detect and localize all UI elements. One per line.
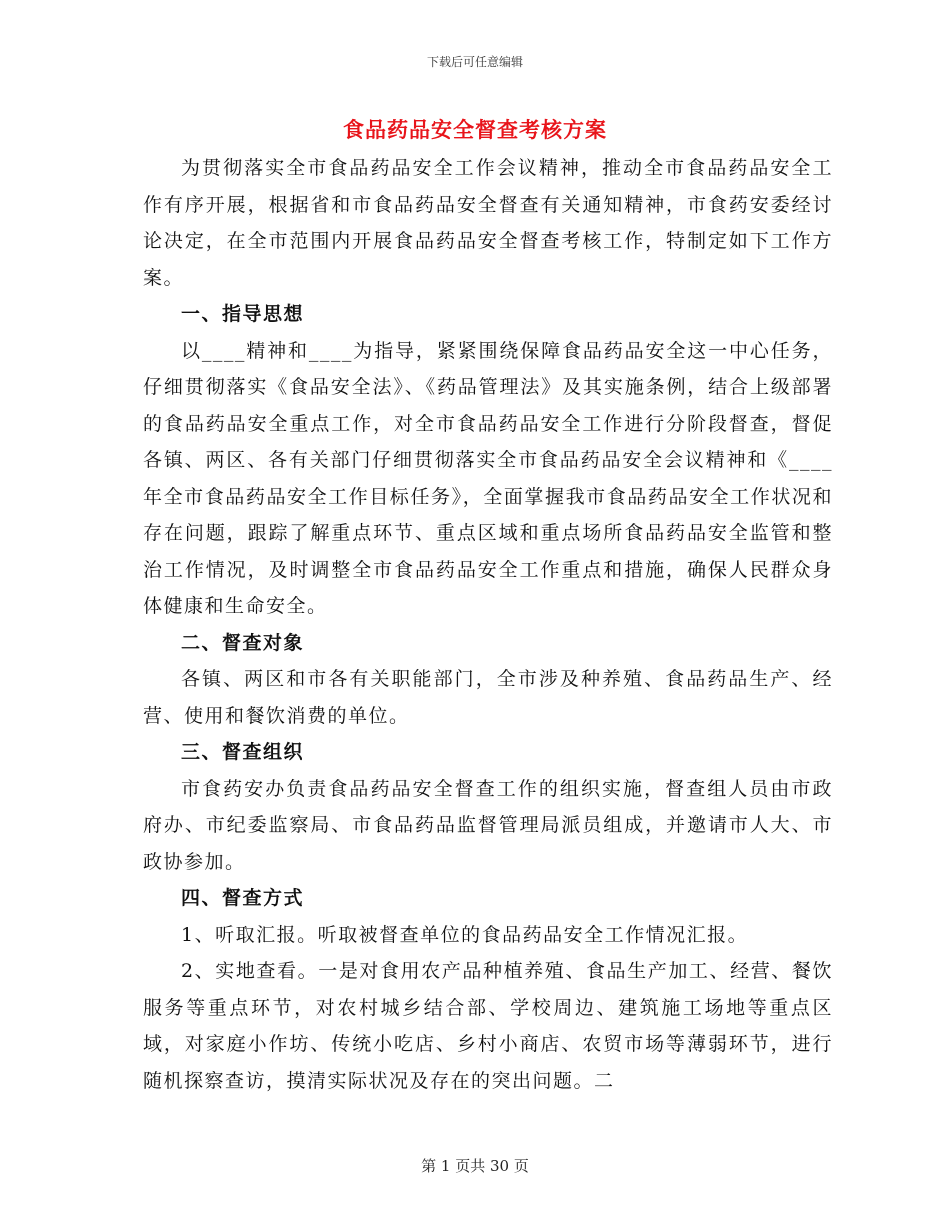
section-paragraph: 1、听取汇报。听取被督查单位的食品药品安全工作情况汇报。 xyxy=(181,923,749,946)
section-heading-inspection-methods: 四、督查方式 xyxy=(181,887,305,909)
section-paragraph: 以____精神和____为指导，紧紧围绕保障食品药品安全这一中心任务，仔细贯彻落实《食品安全法》、《药品管理法》及其实施条例，结合上级部署的食品药品安全重点工作，对全市食品药品安全工作进行分阶段督查，督促各镇、两区、各有关部门仔细贯彻落实全市食品药品安全会议精神和《____年全市食品药品安全工作目标任务》，全面掌握我市食品药品安全工作状况和存在问题，跟踪了解重点环节、重点区域和重点场所食品药品安全监管和整治工作情况，及时调整全市食品药品安全工作重点和措施，确保人民群众身体健康和生命安全。 xyxy=(143,339,833,617)
section-heading-inspection-targets: 二、督查对象 xyxy=(181,631,305,654)
section-heading-inspection-organization: 三、督查组织 xyxy=(181,741,305,763)
page-header: 下载后可任意编辑 xyxy=(426,55,523,69)
document-body xyxy=(143,150,833,1099)
section-paragraph: 各镇、两区和市各有关职能部门，全市涉及种养殖、食品药品生产、经营、使用和餐饮消费的单位。 xyxy=(143,668,833,727)
section-heading-guiding-thought: 一、指导思想 xyxy=(181,303,305,325)
intro-paragraph: 为贯彻落实全市食品药品安全工作会议精神，推动全市食品药品安全工作有序开展，根据省和市食品药品安全督查有关通知精神，市食药安委经讨论决定，在全市范围内开展食品药品安全督查考核工作，特制定如下工作方案。 xyxy=(143,157,833,289)
document-title: 食品药品安全督查考核方案 xyxy=(343,117,607,142)
section-paragraph: 2、实地查看。一是对食用农产品种植养殖、食品生产加工、经营、餐饮服务等重点环节，对农村城乡结合部、学校周边、建筑施工场地等重点区域，对家庭小作坊、传统小吃店、乡村小商店、农贸市场等薄弱环节，进行随机探察查访，摸清实际状况及存在的突出问题。二 xyxy=(143,960,833,1092)
section-paragraph: 市食药安办负责食品药品安全督查工作的组织实施，督查组人员由市政府办、市纪委监察局、市食品药品监督管理局派员组成，并邀请市人大、市政协参加。 xyxy=(143,777,833,873)
page-footer: 第 1 页共 30 页 xyxy=(421,1157,529,1175)
